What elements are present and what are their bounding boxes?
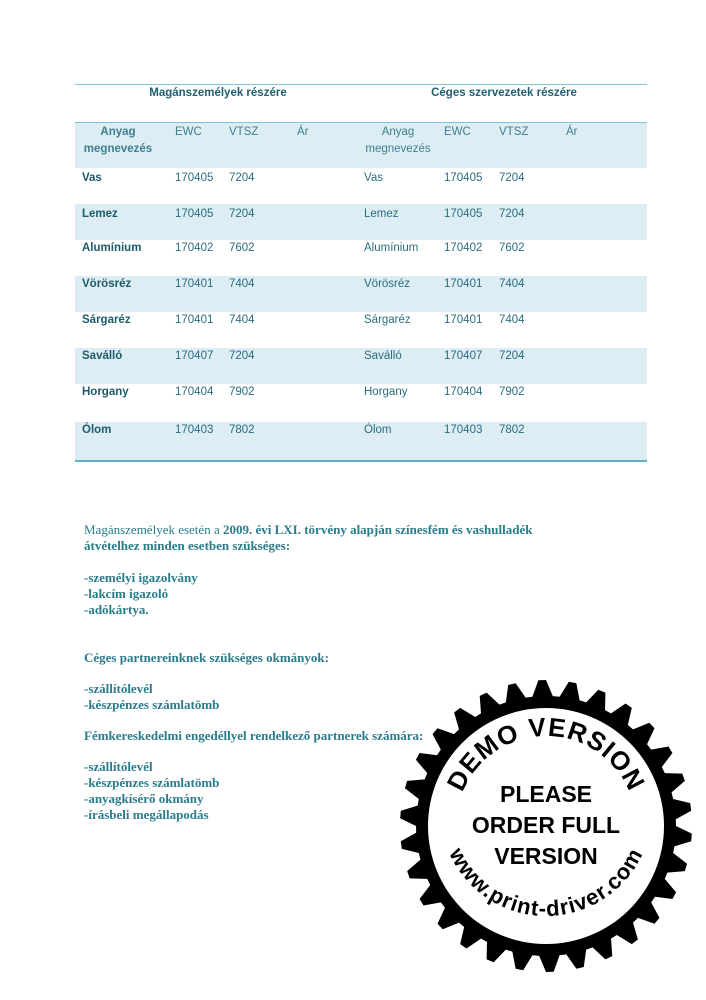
row-name-left: Alumínium bbox=[82, 242, 142, 254]
license-doc-item: -készpénzes számlatömb bbox=[84, 775, 220, 790]
col-ewc-right: EWC bbox=[444, 126, 471, 138]
col-vtsz-right: VTSZ bbox=[499, 126, 529, 138]
row-ewc-left: 170401 bbox=[175, 314, 214, 326]
row-ewc-left: 170405 bbox=[175, 172, 214, 184]
col-vtsz-left: VTSZ bbox=[229, 126, 259, 138]
table-row bbox=[75, 240, 647, 276]
row-name-right: Saválló bbox=[364, 350, 402, 362]
row-name-left: Ólom bbox=[82, 424, 112, 436]
intro-line-2: átvételhez minden esetben szükséges: bbox=[84, 538, 291, 553]
col-name-left: Anyag megnevezés bbox=[83, 126, 153, 155]
row-name-left: Saválló bbox=[82, 350, 123, 362]
stamp-line-1: PLEASE bbox=[499, 781, 593, 807]
row-vtsz-left: 7204 bbox=[229, 172, 255, 184]
row-vtsz-left: 7802 bbox=[229, 424, 255, 436]
private-doc-item: -lakcím igazoló bbox=[84, 586, 169, 601]
company-heading: Céges partnereinknek szükséges okmányok: bbox=[84, 650, 329, 665]
row-vtsz-right: 7204 bbox=[499, 350, 525, 362]
license-doc-item: -anyagkísérő okmány bbox=[84, 791, 204, 806]
row-name-right: Alumínium bbox=[364, 242, 419, 254]
row-name-right: Vas bbox=[364, 172, 383, 184]
row-vtsz-right: 7404 bbox=[499, 314, 525, 326]
row-name-left: Lemez bbox=[82, 208, 118, 220]
row-name-right: Lemez bbox=[364, 208, 399, 220]
row-ewc-left: 170403 bbox=[175, 424, 214, 436]
row-ewc-right: 170404 bbox=[444, 386, 483, 398]
row-vtsz-right: 7204 bbox=[499, 208, 525, 220]
private-doc-item: -adókártya. bbox=[84, 602, 149, 617]
row-ewc-right: 170401 bbox=[444, 278, 483, 290]
row-name-left: Vas bbox=[82, 172, 102, 184]
row-ewc-left: 170404 bbox=[175, 386, 214, 398]
private-doc-item: -személyi igazolvány bbox=[84, 570, 198, 585]
license-doc-item: -írásbeli megállapodás bbox=[84, 807, 209, 822]
license-doc-item: -szállítólevél bbox=[84, 759, 153, 774]
row-vtsz-left: 7602 bbox=[229, 242, 255, 254]
intro-prefix: Magánszemélyek esetén a bbox=[84, 522, 223, 537]
row-vtsz-right: 7802 bbox=[499, 424, 525, 436]
intro-line-1 bbox=[84, 522, 532, 538]
intro-law: 2009. évi LXI. törvény alapján színesfém és vashulladék bbox=[222, 522, 533, 537]
row-name-right: Horgany bbox=[364, 386, 408, 398]
table-row bbox=[75, 168, 647, 204]
row-ewc-left: 170401 bbox=[175, 278, 214, 290]
row-ewc-right: 170407 bbox=[444, 350, 483, 362]
row-name-right: Sárgaréz bbox=[364, 314, 411, 326]
stamp-line-3: VERSION bbox=[494, 843, 598, 869]
row-ewc-right: 170405 bbox=[444, 172, 483, 184]
row-name-right: Ólom bbox=[364, 424, 392, 436]
row-vtsz-right: 7204 bbox=[499, 172, 525, 184]
row-vtsz-right: 7602 bbox=[499, 242, 525, 254]
table-row bbox=[75, 348, 647, 384]
row-vtsz-left: 7404 bbox=[229, 278, 255, 290]
table-header-row bbox=[75, 123, 647, 168]
table-row bbox=[75, 384, 647, 422]
license-heading: Fémkereskedelmi engedéllyel rendelkező partnerek számára: bbox=[84, 728, 424, 743]
company-title: Céges szervezetek részére bbox=[431, 87, 577, 99]
row-vtsz-left: 7204 bbox=[229, 350, 255, 362]
row-vtsz-left: 7902 bbox=[229, 386, 255, 398]
row-name-left: Sárgaréz bbox=[82, 314, 131, 326]
row-vtsz-right: 7404 bbox=[499, 278, 525, 290]
row-vtsz-right: 7902 bbox=[499, 386, 525, 398]
row-ewc-left: 170405 bbox=[175, 208, 214, 220]
row-name-left: Vörösréz bbox=[82, 278, 132, 290]
row-ewc-left: 170402 bbox=[175, 242, 214, 254]
stamp-demo-arc: DEMO VERSION bbox=[440, 711, 652, 796]
col-ewc-left: EWC bbox=[175, 126, 202, 138]
table-row bbox=[75, 422, 647, 460]
row-name-left: Horgany bbox=[82, 386, 129, 398]
col-price-right: Ár bbox=[566, 126, 578, 138]
row-vtsz-left: 7204 bbox=[229, 208, 255, 220]
row-ewc-right: 170402 bbox=[444, 242, 483, 254]
row-ewc-right: 170405 bbox=[444, 208, 483, 220]
company-doc-item: -készpénzes számlatömb bbox=[84, 697, 220, 712]
demo-version-stamp bbox=[400, 680, 692, 972]
table-top-rule bbox=[75, 84, 647, 85]
table-bottom-rule bbox=[75, 460, 647, 462]
stamp-url-arc: www.print-driver.com bbox=[444, 843, 648, 922]
table-row bbox=[75, 204, 647, 240]
table-row bbox=[75, 276, 647, 312]
row-name-right: Vörösréz bbox=[364, 278, 411, 290]
company-doc-item: -szállítólevél bbox=[84, 681, 153, 696]
stamp-line-2: ORDER FULL bbox=[471, 812, 621, 838]
col-price-left: Ár bbox=[297, 126, 309, 138]
row-ewc-right: 170401 bbox=[444, 314, 483, 326]
row-ewc-right: 170403 bbox=[444, 424, 483, 436]
private-title: Magánszemélyek részére bbox=[149, 87, 287, 99]
table-row bbox=[75, 312, 647, 348]
col-name-right: Anyag megnevezés bbox=[365, 126, 431, 155]
row-vtsz-left: 7404 bbox=[229, 314, 255, 326]
row-ewc-left: 170407 bbox=[175, 350, 214, 362]
